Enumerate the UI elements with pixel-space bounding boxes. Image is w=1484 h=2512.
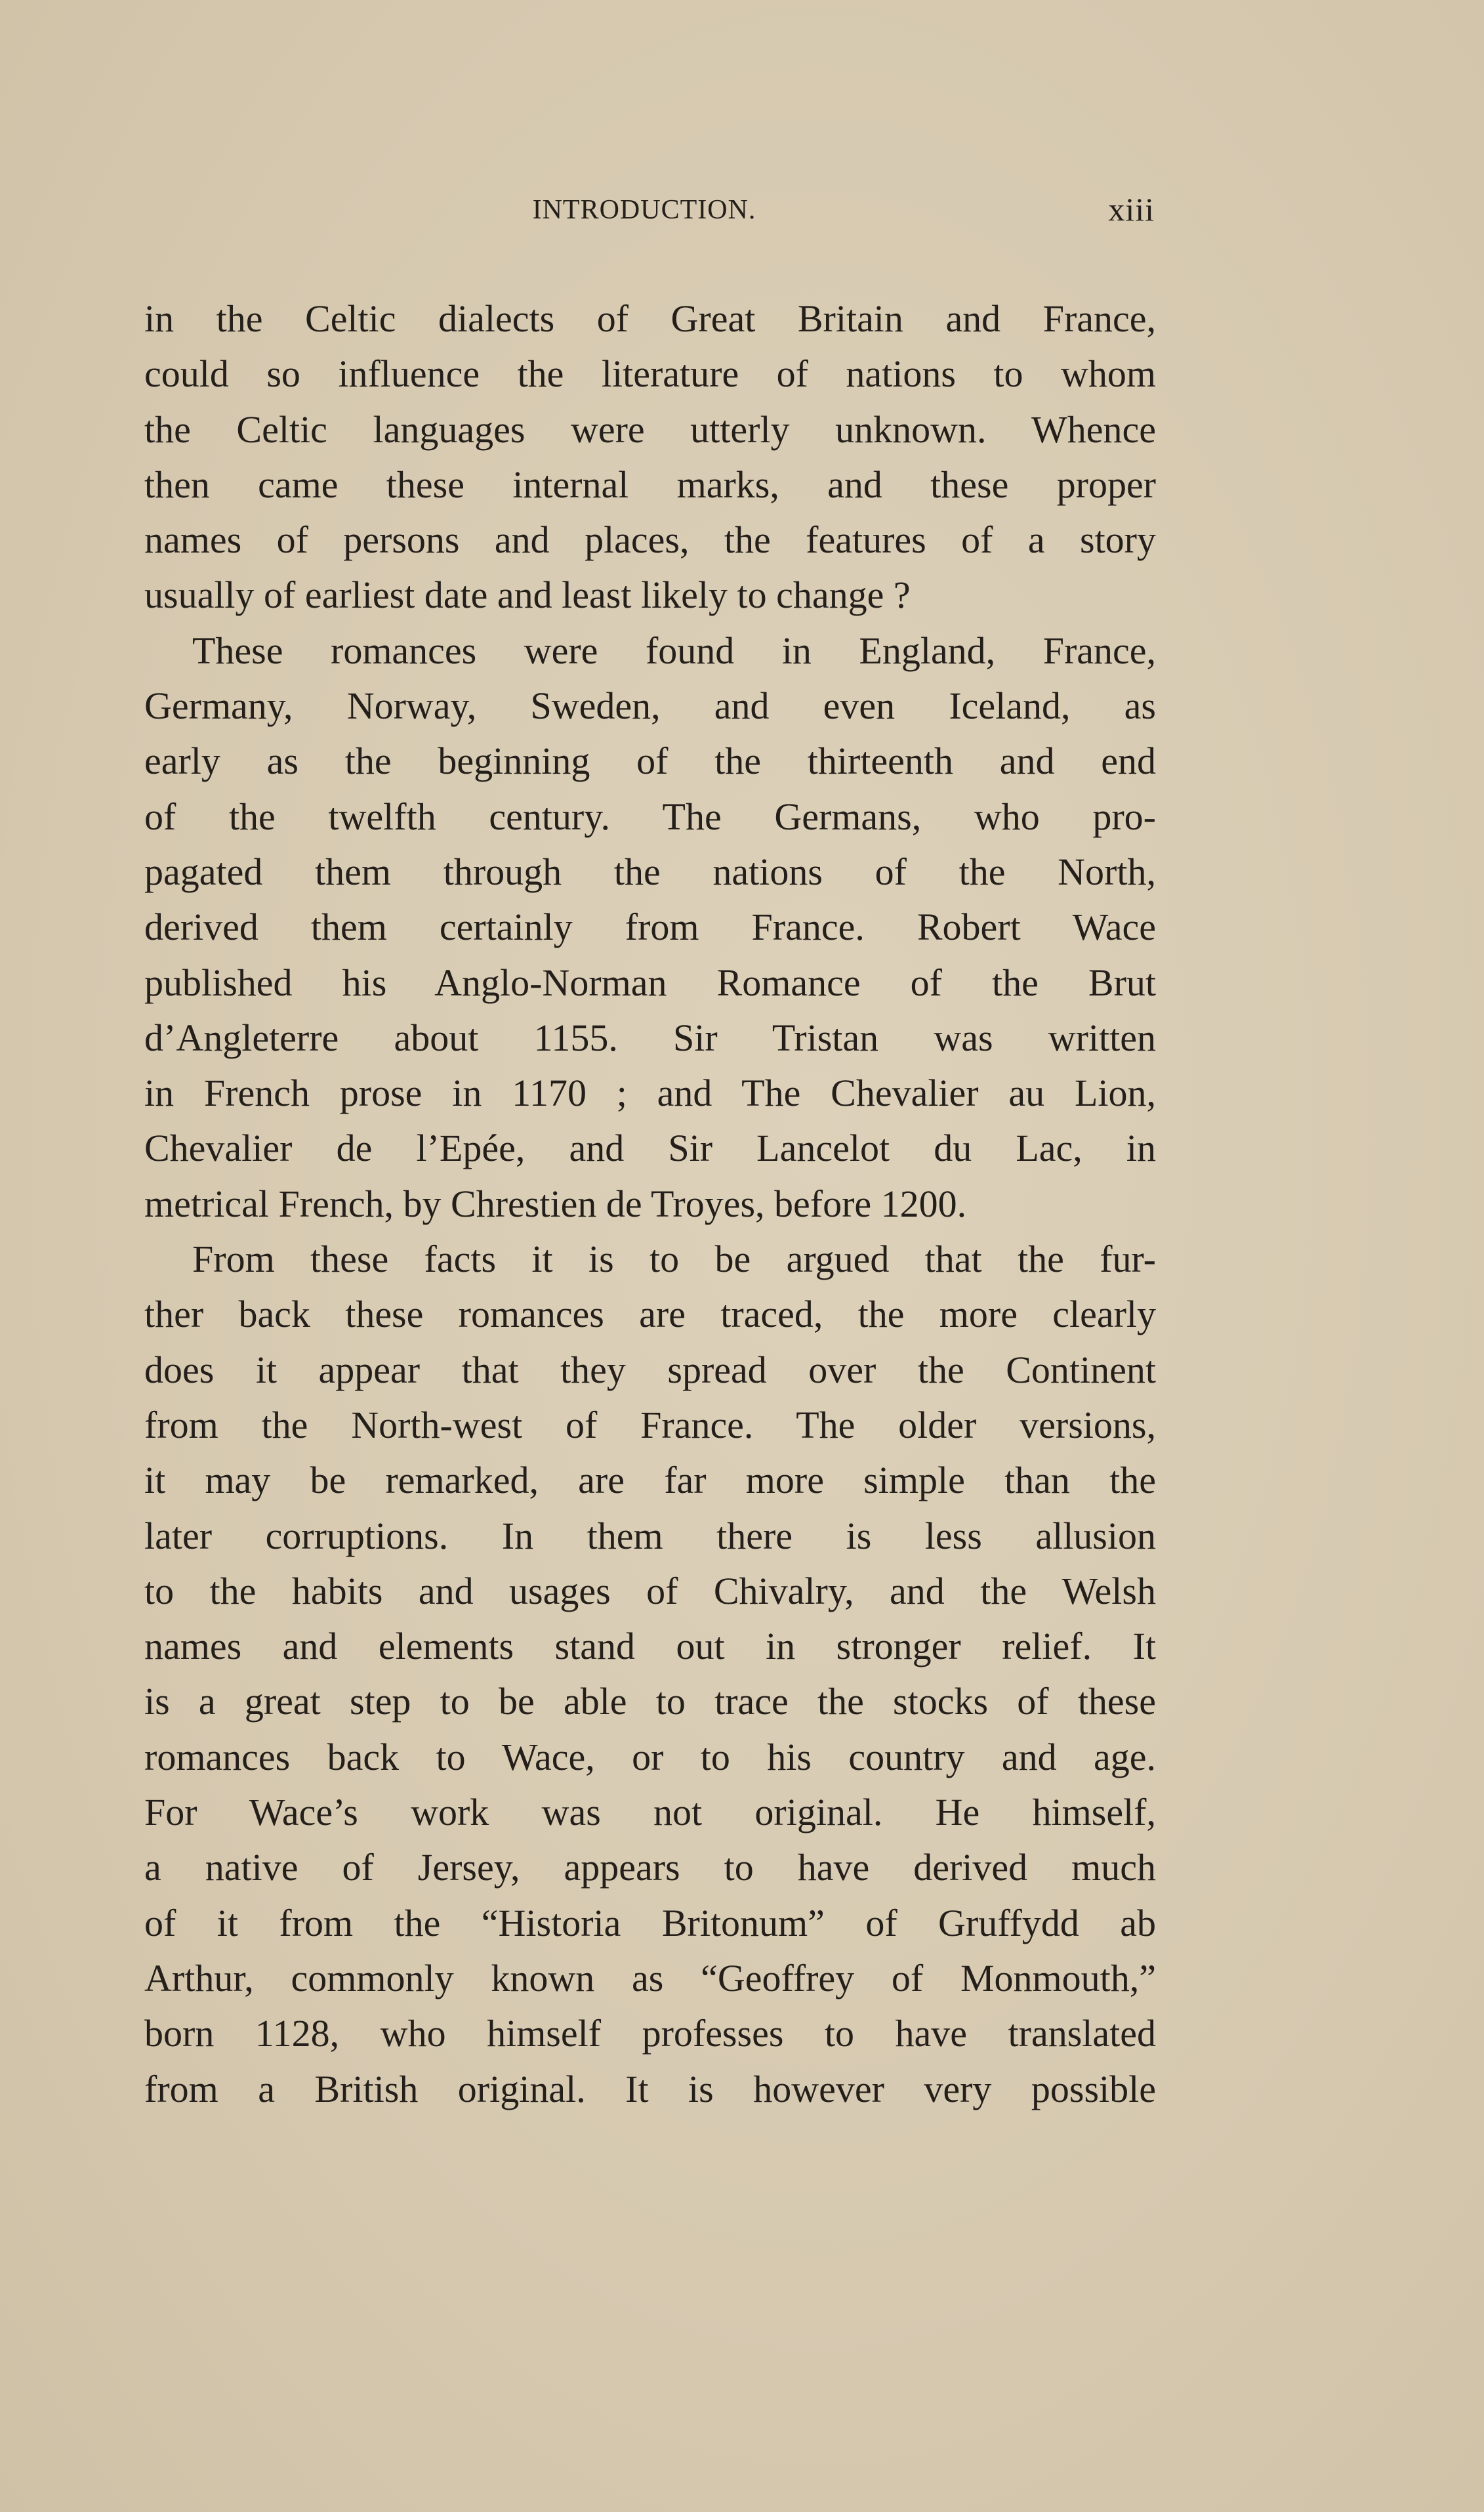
text-line: to the habits and usages of Chivalry, and the Welsh [144, 1569, 1156, 1612]
text-line: in French prose in 1170 ; and The Chevalier au Lion, [144, 1072, 1156, 1115]
text-line: metrical French, by Chrestien de Troyes, before 1200. [144, 1182, 967, 1225]
text-line: These romances were found in England, France, [192, 629, 1156, 672]
running-head-title: INTRODUCTION. [532, 195, 756, 225]
text-line: ther back these romances are traced, the more clearly [144, 1293, 1156, 1336]
text-line: published his Anglo-Norman Romance of the Brut [144, 961, 1156, 1004]
text-line: the Celtic languages were utterly unknown. Whence [144, 408, 1156, 451]
paragraph [144, 291, 1156, 623]
running-head [0, 191, 1484, 234]
text-line: Chevalier de l’Epée, and Sir Lancelot du Lac, in [144, 1127, 1156, 1170]
text-line: romances back to Wace, or to his country and age. [144, 1735, 1156, 1778]
text-line: a native of Jersey, appears to have derived much [144, 1846, 1156, 1889]
text-line: could so influence the literature of nations to whom [144, 352, 1156, 396]
text-line: derived them certainly from France. Robert Wace [144, 906, 1156, 949]
paragraph [144, 623, 1156, 1232]
page-number: xiii [1108, 191, 1155, 228]
paragraph [144, 1232, 1156, 2117]
text-line: later corruptions. In them there is less allusion [144, 1514, 1156, 1557]
text-line: names of persons and places, the features of a story [144, 518, 1156, 562]
text-line: pagated them through the nations of the North, [144, 850, 1156, 893]
text-line: does it appear that they spread over the Continent [144, 1348, 1156, 1391]
text-line: of the twelfth century. The Germans, who pro- [144, 795, 1156, 838]
text-line: usually of earliest date and least likely to change ? [144, 574, 911, 617]
text-line: names and elements stand out in stronger relief. It [144, 1625, 1156, 1668]
text-line: from a British original. It is however very possible [144, 2067, 1156, 2110]
text-line: Germany, Norway, Sweden, and even Iceland, as [144, 684, 1156, 728]
text-line: Arthur, commonly known as “Geoffrey of Monmouth,” [144, 1956, 1156, 1999]
text-line: it may be remarked, are far more simple than the [144, 1459, 1156, 1502]
text-line: is a great step to be able to trace the stocks of these [144, 1680, 1156, 1723]
text-line: early as the beginning of the thirteenth and end [144, 740, 1156, 783]
text-line: born 1128, who himself professes to have translated [144, 2012, 1156, 2055]
text-line: from the North-west of France. The older versions, [144, 1403, 1156, 1446]
text-line: d’Angleterre about 1155. Sir Tristan was written [144, 1016, 1156, 1059]
text-line: in the Celtic dialects of Great Britain and France, [144, 297, 1156, 340]
text-line: then came these internal marks, and these proper [144, 463, 1156, 506]
text-line: For Wace’s work was not original. He himself, [144, 1791, 1156, 1834]
text-line: of it from the “Historia Britonum” of Gruffydd ab [144, 1901, 1156, 1944]
text-line: From these facts it is to be argued that the fur- [192, 1238, 1156, 1281]
body-text [144, 291, 1156, 2117]
